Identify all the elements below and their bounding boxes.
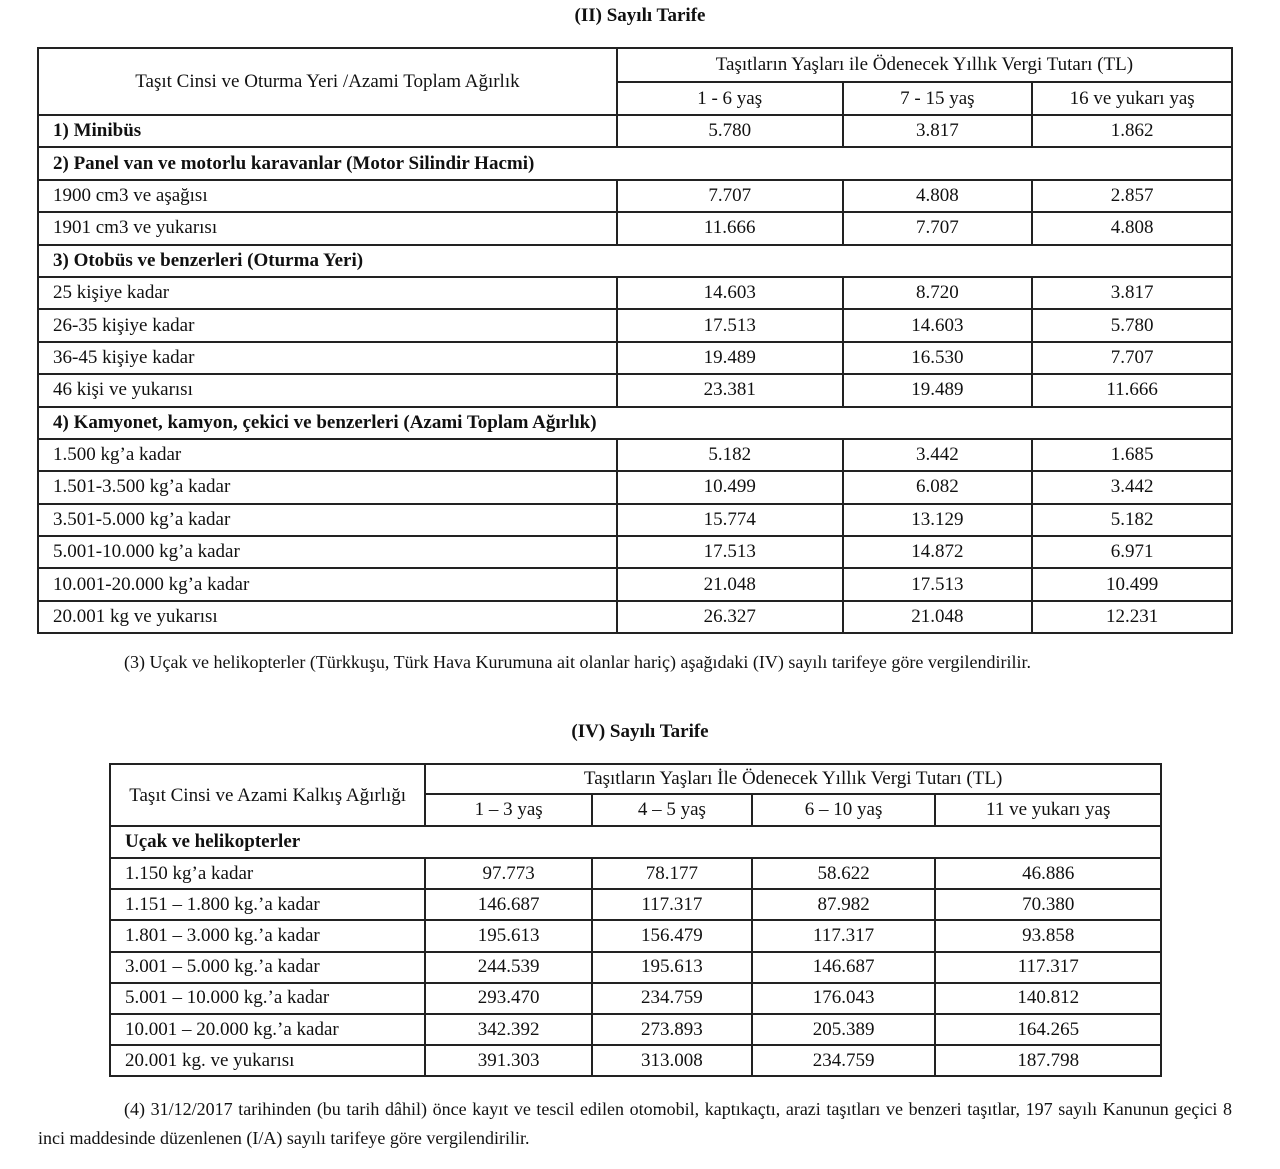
table-row xyxy=(110,983,1161,1014)
paragraph-4: (4) 31/12/2017 tarihinden (bu tarih dâhil) önce kayıt ve tescil edilen otomobil, kaptıkaçtı, arazi taşıtları ve benzeri taşıtlar, 197 sayılı Kanunun geçici 8 inci maddesinde düzenlenen (I/A) sayılı tarifeye göre vergilendirilir. xyxy=(38,1099,1232,1148)
row-label: 20.001 kg ve yukarısı xyxy=(38,601,617,633)
row-label: 1.500 kg’a kadar xyxy=(38,439,617,471)
table-row xyxy=(110,920,1161,951)
tax-value: 3.442 xyxy=(843,439,1033,471)
tax-value: 342.392 xyxy=(425,1014,592,1045)
tax-value: 15.774 xyxy=(617,504,843,536)
tax-value: 7.707 xyxy=(1032,342,1232,374)
tax-value: 1.862 xyxy=(1032,115,1232,147)
tax-value: 10.499 xyxy=(1032,568,1232,600)
row-label: 25 kişiye kadar xyxy=(38,277,617,309)
tariff4-age-col: 4 – 5 yaş xyxy=(592,794,752,826)
tariff4-age-col: 1 – 3 yaş xyxy=(425,794,592,826)
tax-value: 12.231 xyxy=(1032,601,1232,633)
tax-value: 16.530 xyxy=(843,342,1033,374)
tax-value: 13.129 xyxy=(843,504,1033,536)
tax-value: 17.513 xyxy=(843,568,1033,600)
tax-value: 117.317 xyxy=(592,889,752,920)
table-row xyxy=(38,115,1232,147)
tariff4-age-col: 6 – 10 yaş xyxy=(752,794,936,826)
tax-value: 4.808 xyxy=(1032,212,1232,244)
row-label: 46 kişi ve yukarısı xyxy=(38,374,617,406)
tax-value: 176.043 xyxy=(752,983,936,1014)
tax-value: 117.317 xyxy=(752,920,936,951)
row-label: 5.001 – 10.000 kg.’a kadar xyxy=(110,983,425,1014)
tax-value: 313.008 xyxy=(592,1045,752,1076)
tax-value: 46.886 xyxy=(935,858,1161,889)
table-row xyxy=(110,889,1161,920)
tariff2-age-col: 16 ve yukarı yaş xyxy=(1032,82,1232,115)
tax-value: 391.303 xyxy=(425,1045,592,1076)
tax-value: 3.442 xyxy=(1032,471,1232,503)
table-row xyxy=(110,858,1161,889)
tax-value: 7.707 xyxy=(617,180,843,212)
paragraph-3: (3) Uçak ve helikopterler (Türkkuşu, Türk Hava Kurumuna ait olanlar hariç) aşağıdaki (IV) sayılı tarifeye göre vergilendirilir. xyxy=(124,652,1032,672)
tax-value: 156.479 xyxy=(592,920,752,951)
tax-value: 6.082 xyxy=(843,471,1033,503)
row-label: 1.150 kg’a kadar xyxy=(110,858,425,889)
table-row xyxy=(38,309,1232,341)
tariff4-section-label: Uçak ve helikopterler xyxy=(110,826,1161,858)
tax-value: 195.613 xyxy=(425,920,592,951)
tax-value: 3.817 xyxy=(1032,277,1232,309)
tax-value: 1.685 xyxy=(1032,439,1232,471)
tax-value: 17.513 xyxy=(617,536,843,568)
tax-value: 19.489 xyxy=(843,374,1033,406)
tax-value: 146.687 xyxy=(425,889,592,920)
tax-value: 93.858 xyxy=(935,920,1161,951)
tax-value: 205.389 xyxy=(752,1014,936,1045)
row-label: 1) Minibüs xyxy=(38,115,617,147)
tax-value: 14.603 xyxy=(843,309,1033,341)
row-label: 20.001 kg. ve yukarısı xyxy=(110,1045,425,1076)
table-row xyxy=(38,601,1232,633)
tax-value: 293.470 xyxy=(425,983,592,1014)
row-label: 1.151 – 1.800 kg.’a kadar xyxy=(110,889,425,920)
tariff4-row-header: Taşıt Cinsi ve Azami Kalkış Ağırlığı xyxy=(110,764,425,826)
row-label: 10.001 – 20.000 kg.’a kadar xyxy=(110,1014,425,1045)
table-row xyxy=(38,342,1232,374)
tariff4-age-col: 11 ve yukarı yaş xyxy=(935,794,1161,826)
tax-value: 14.603 xyxy=(617,277,843,309)
table-row xyxy=(38,439,1232,471)
tax-value: 187.798 xyxy=(935,1045,1161,1076)
tax-value: 10.499 xyxy=(617,471,843,503)
tax-value: 78.177 xyxy=(592,858,752,889)
section-row xyxy=(38,407,1232,439)
tax-value: 70.380 xyxy=(935,889,1161,920)
table-row xyxy=(38,568,1232,600)
tax-value: 5.182 xyxy=(617,439,843,471)
section-label: 3) Otobüs ve benzerleri (Oturma Yeri) xyxy=(38,245,1232,277)
tax-value: 17.513 xyxy=(617,309,843,341)
tax-value: 273.893 xyxy=(592,1014,752,1045)
tax-value: 19.489 xyxy=(617,342,843,374)
tax-value: 2.857 xyxy=(1032,180,1232,212)
tax-value: 21.048 xyxy=(617,568,843,600)
tax-value: 234.759 xyxy=(592,983,752,1014)
tariff2-age-col: 7 - 15 yaş xyxy=(843,82,1033,115)
tax-value: 8.720 xyxy=(843,277,1033,309)
tax-value: 14.872 xyxy=(843,536,1033,568)
section-label: 2) Panel van ve motorlu karavanlar (Motor Silindir Hacmi) xyxy=(38,147,1232,179)
tax-value: 5.780 xyxy=(617,115,843,147)
section-row xyxy=(38,147,1232,179)
tax-value: 244.539 xyxy=(425,952,592,983)
tax-value: 6.971 xyxy=(1032,536,1232,568)
table-row xyxy=(38,374,1232,406)
tax-value: 195.613 xyxy=(592,952,752,983)
tax-value: 97.773 xyxy=(425,858,592,889)
tax-value: 58.622 xyxy=(752,858,936,889)
tax-value: 26.327 xyxy=(617,601,843,633)
tax-value: 3.817 xyxy=(843,115,1033,147)
row-label: 5.001-10.000 kg’a kadar xyxy=(38,536,617,568)
tax-value: 146.687 xyxy=(752,952,936,983)
table-row xyxy=(38,471,1232,503)
tax-value: 4.808 xyxy=(843,180,1033,212)
row-label: 36-45 kişiye kadar xyxy=(38,342,617,374)
tax-value: 87.982 xyxy=(752,889,936,920)
section-label: 4) Kamyonet, kamyon, çekici ve benzerleri (Azami Toplam Ağırlık) xyxy=(38,407,1232,439)
tax-value: 5.780 xyxy=(1032,309,1232,341)
table-row xyxy=(38,277,1232,309)
table-row xyxy=(110,1014,1161,1045)
tax-value: 11.666 xyxy=(617,212,843,244)
table-row xyxy=(110,952,1161,983)
table-row xyxy=(110,1045,1161,1076)
tariff2-group-header: Taşıtların Yaşları ile Ödenecek Yıllık Vergi Tutarı (TL) xyxy=(617,48,1232,82)
tax-value: 140.812 xyxy=(935,983,1161,1014)
row-label: 26-35 kişiye kadar xyxy=(38,309,617,341)
tax-value: 21.048 xyxy=(843,601,1033,633)
tariff2-row-header: Taşıt Cinsi ve Oturma Yeri /Azami Toplam Ağırlık xyxy=(38,48,617,115)
table-row xyxy=(38,536,1232,568)
tax-value: 23.381 xyxy=(617,374,843,406)
row-label: 1901 cm3 ve yukarısı xyxy=(38,212,617,244)
tariff2-table xyxy=(37,47,1233,634)
section-row xyxy=(38,245,1232,277)
tariff4-group-header: Taşıtların Yaşları İle Ödenecek Yıllık Vergi Tutarı (TL) xyxy=(425,764,1161,794)
row-label: 1.501-3.500 kg’a kadar xyxy=(38,471,617,503)
tax-value: 117.317 xyxy=(935,952,1161,983)
row-label: 3.501-5.000 kg’a kadar xyxy=(38,504,617,536)
tariff2-title: (II) Sayılı Tarife xyxy=(574,5,706,26)
tariff4-table xyxy=(109,763,1162,1077)
tax-value: 234.759 xyxy=(752,1045,936,1076)
tax-value: 7.707 xyxy=(843,212,1033,244)
tariff2-age-col: 1 - 6 yaş xyxy=(617,82,843,115)
tax-value: 11.666 xyxy=(1032,374,1232,406)
table-row xyxy=(38,504,1232,536)
row-label: 3.001 – 5.000 kg.’a kadar xyxy=(110,952,425,983)
row-label: 1900 cm3 ve aşağısı xyxy=(38,180,617,212)
tax-value: 164.265 xyxy=(935,1014,1161,1045)
row-label: 10.001-20.000 kg’a kadar xyxy=(38,568,617,600)
tariff4-title: (IV) Sayılı Tarife xyxy=(571,721,709,742)
tax-value: 5.182 xyxy=(1032,504,1232,536)
row-label: 1.801 – 3.000 kg.’a kadar xyxy=(110,920,425,951)
table-row xyxy=(38,180,1232,212)
table-row xyxy=(38,212,1232,244)
